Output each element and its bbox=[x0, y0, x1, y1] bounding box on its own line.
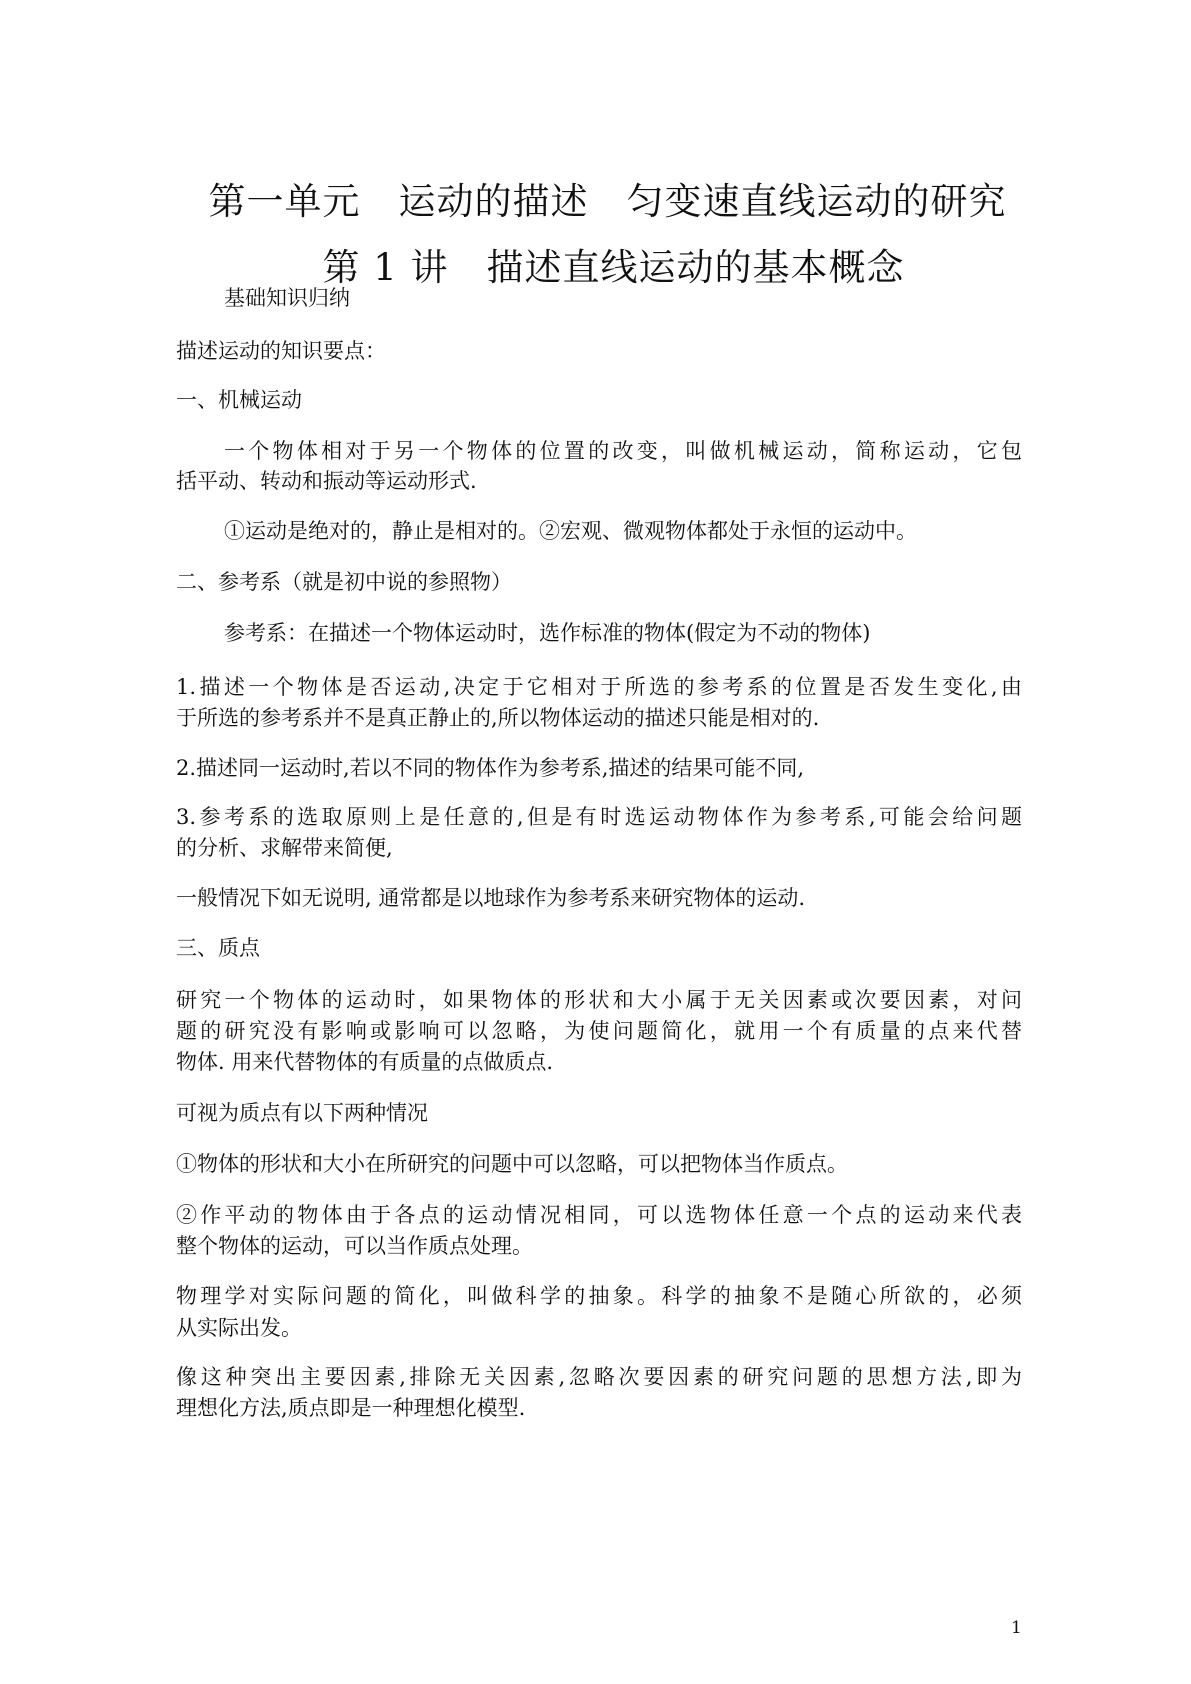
page-number: 1 bbox=[1011, 1618, 1022, 1638]
reference-frame-point-1-line-1: 1.描述一个物体是否运动,决定于它相对于所选的参考系的位置是否发生变化,由 bbox=[176, 675, 1022, 699]
reference-frame-definition: 参考系：在描述一个物体运动时，选作标准的物体(假定为不动的物体) bbox=[224, 621, 871, 645]
heading-mechanical-motion: 一、机械运动 bbox=[176, 388, 302, 412]
intro-text: 描述运动的知识要点： bbox=[176, 339, 386, 363]
abstraction-line-1: 物理学对实际问题的简化，叫做科学的抽象。科学的抽象不是随心所欲的，必须 bbox=[176, 1284, 1022, 1308]
particle-definition-line-2: 题的研究没有影响或影响可以忽略，为使问题简化，就用一个有质量的点来代替 bbox=[176, 1019, 1022, 1043]
unit-title: 第一单元 运动的描述 匀变速直线运动的研究 bbox=[208, 180, 1007, 223]
particle-case-2-line-2: 整个物体的运动，可以当作质点处理。 bbox=[176, 1234, 533, 1258]
idealization-line-2: 理想化方法,质点即是一种理想化模型. bbox=[176, 1396, 526, 1420]
particle-case-2-line-1: ②作平动的物体由于各点的运动情况相同，可以选物体任意一个点的运动来代表 bbox=[176, 1203, 1022, 1227]
heading-particle: 三、质点 bbox=[176, 936, 260, 960]
idealization-line-1: 像这种突出主要因素,排除无关因素,忽略次要因素的研究问题的思想方法,即为 bbox=[176, 1365, 1022, 1389]
reference-frame-point-2: 2.描述同一运动时,若以不同的物体作为参考系,描述的结果可能不同, bbox=[176, 756, 805, 780]
abstraction-line-2: 从实际出发。 bbox=[176, 1316, 302, 1340]
particle-definition-line-1: 研究一个物体的运动时，如果物体的形状和大小属于无关因素或次要因素，对问 bbox=[176, 988, 1022, 1012]
mechanical-motion-note: ①运动是绝对的，静止是相对的。②宏观、微观物体都处于永恒的运动中。 bbox=[224, 519, 917, 543]
lecture-title: 第 1 讲 描述直线运动的基本概念 bbox=[322, 246, 905, 289]
reference-frame-general: 一般情况下如无说明, 通常都是以地球作为参考系来研究物体的运动. bbox=[176, 886, 806, 910]
particle-definition-line-3: 物体. 用来代替物体的有质量的点做质点. bbox=[176, 1050, 554, 1074]
heading-reference-frame: 二、参考系（就是初中说的参照物） bbox=[176, 570, 512, 594]
reference-frame-point-3-line-1: 3.参考系的选取原则上是任意的,但是有时选运动物体作为参考系,可能会给问题 bbox=[176, 805, 1022, 829]
particle-cases-intro: 可视为质点有以下两种情况 bbox=[176, 1101, 428, 1125]
mechanical-motion-definition-line-1: 一个物体相对于另一个物体的位置的改变，叫做机械运动，简称运动，它包 bbox=[224, 439, 1022, 463]
reference-frame-point-1-line-2: 于所选的参考系并不是真正静止的,所以物体运动的描述只能是相对的. bbox=[176, 706, 820, 730]
particle-case-1: ①物体的形状和大小在所研究的问题中可以忽略，可以把物体当作质点。 bbox=[176, 1152, 848, 1176]
mechanical-motion-definition-line-2: 括平动、转动和振动等运动形式. bbox=[176, 469, 477, 493]
reference-frame-point-3-line-2: 的分析、求解带来简便, bbox=[176, 836, 393, 860]
section-label: 基础知识归纳 bbox=[224, 286, 350, 310]
